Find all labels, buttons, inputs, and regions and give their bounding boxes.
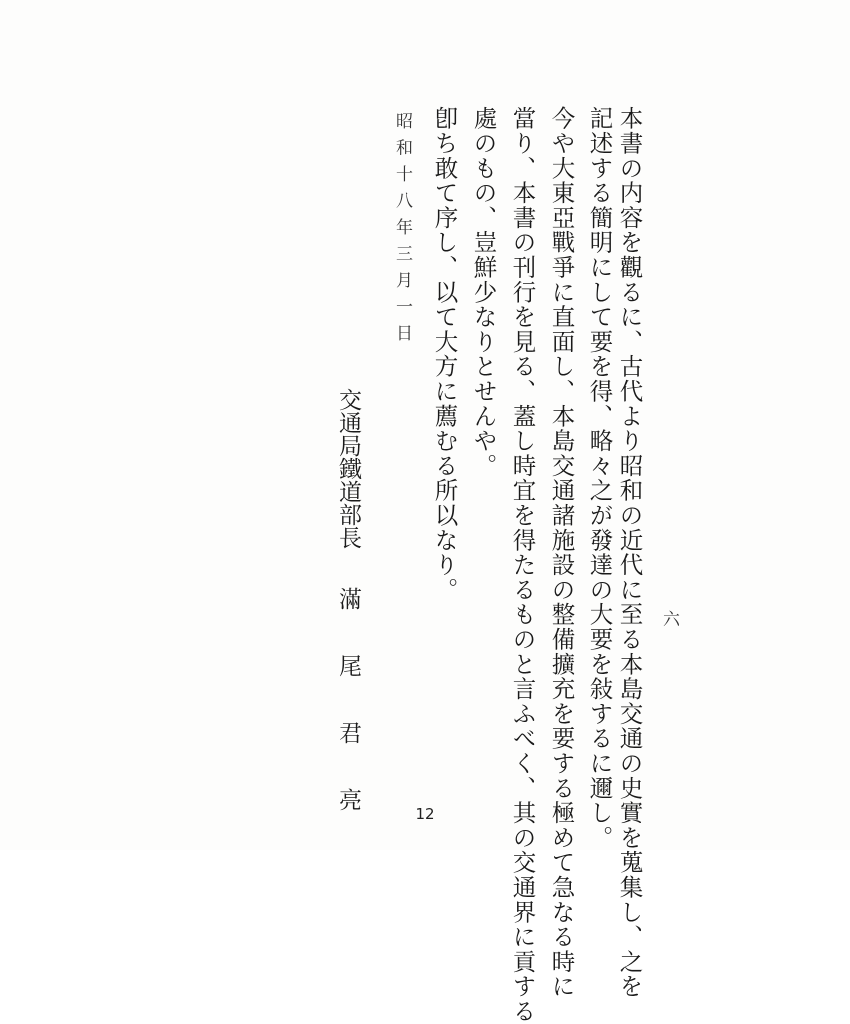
body-column-3: 今や大東亞戰爭に直面し、本島交通諸施設の整備擴充を要する極めて急なる時に <box>547 106 576 999</box>
date-line: 昭和十八年三月一日 <box>392 112 412 351</box>
body-column-1: 本書の内容を觀るに、古代より昭和の近代に至る本島交通の史實を蒐集し、之を <box>615 106 644 999</box>
signature-name-4: 亮 <box>335 788 361 811</box>
body-column-6: 卽ち敢て序し、以て大方に薦むる所以なり。 <box>430 106 459 602</box>
signature-name-3: 君 <box>335 721 361 744</box>
body-column-5: 處のもの、豈鮮少なりとせんや。 <box>469 106 498 478</box>
page-number: 12 <box>415 805 435 823</box>
signature-name-2: 尾 <box>335 654 361 677</box>
signature <box>336 388 359 811</box>
body-column-2: 記述する簡明にして要を得、略々之が發達の大要を敍するに邇し。 <box>585 106 614 850</box>
folio-marker: 六 <box>659 610 679 627</box>
signature-name-1: 滿 <box>335 587 361 610</box>
body-column-4: 當り、本書の刊行を見る、蓋し時宜を得たるものと言ふべく、其の交通界に貢する <box>508 106 537 1024</box>
signature-title: 交通局鐵道部長 <box>335 388 361 549</box>
